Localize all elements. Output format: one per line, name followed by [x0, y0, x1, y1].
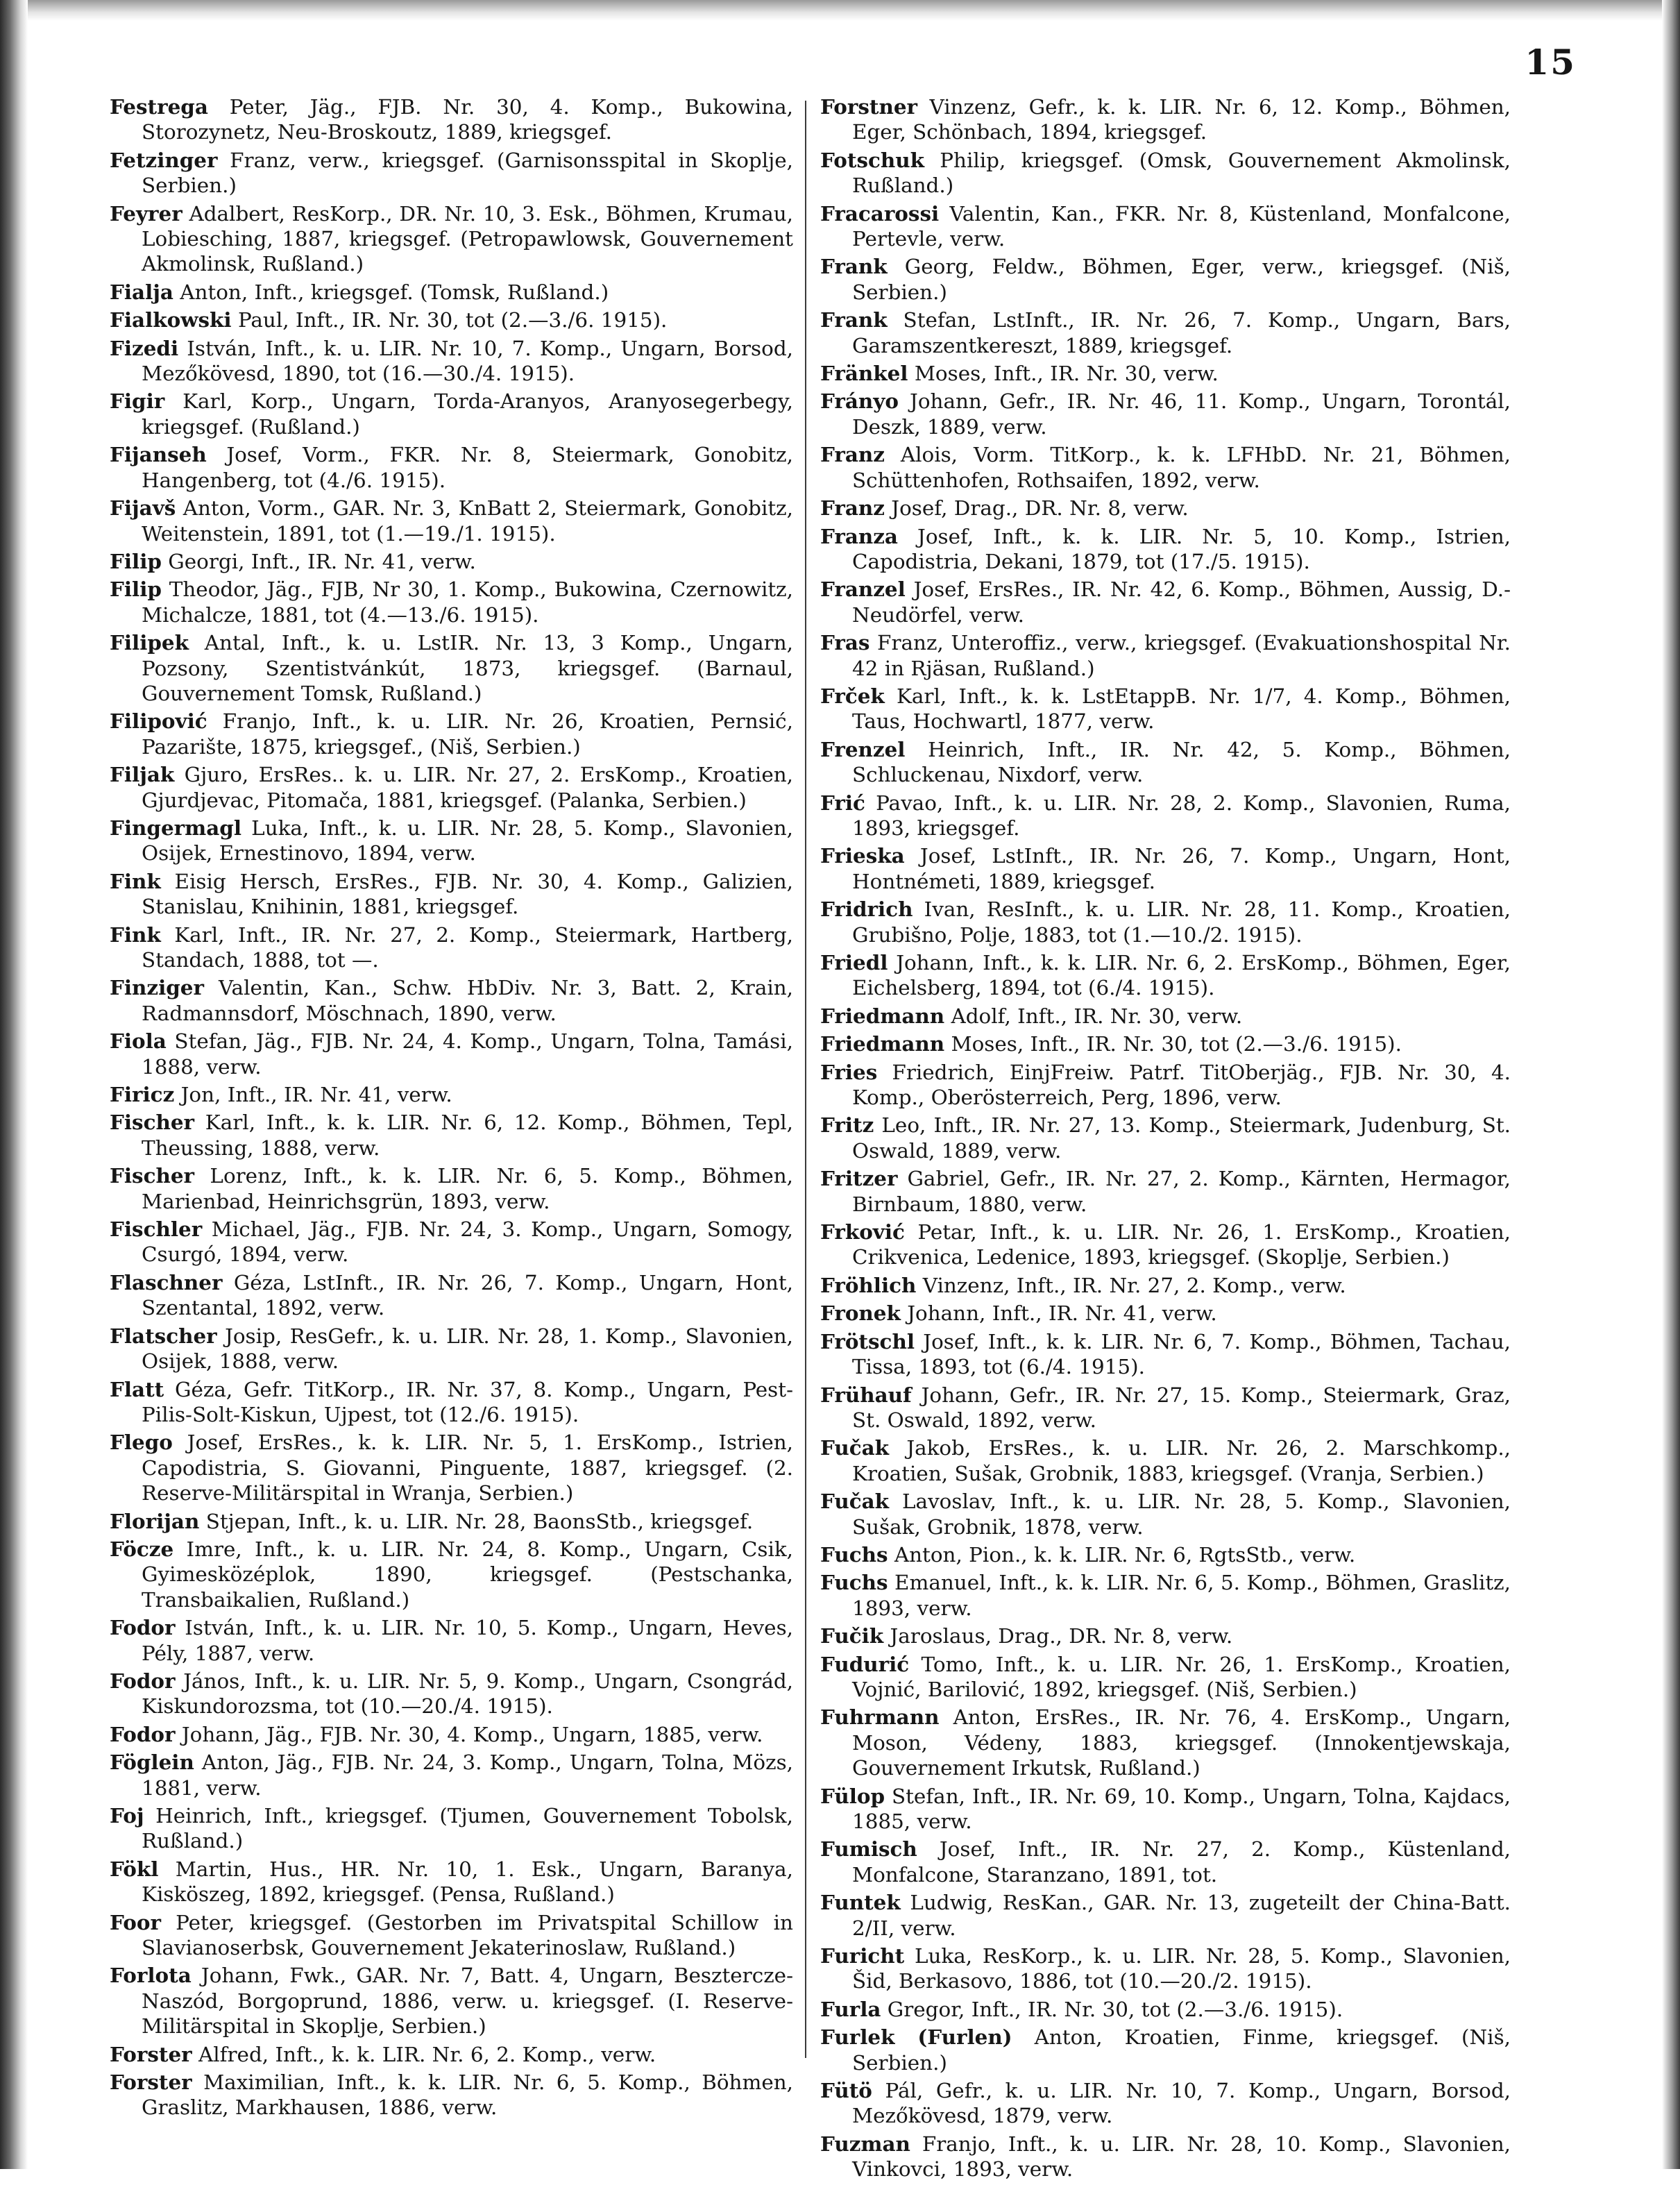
- entry-surname: Filjak: [110, 762, 175, 787]
- register-entry: [820, 1652, 1511, 1703]
- entry-surname: Frank: [820, 307, 888, 332]
- register-entry: [820, 1784, 1511, 1834]
- register-entry: [110, 1163, 793, 1214]
- entry-surname: Friedmann: [820, 1003, 945, 1028]
- register-entry: [110, 1082, 793, 1107]
- entry-details: Vinzenz, Inft., IR. Nr. 27, 2. Komp., verw.: [922, 1273, 1346, 1297]
- entry-surname: Flatt: [110, 1376, 164, 1401]
- entry-details: Heinrich, Inft., kriegsgef. (Tjumen, Gouvernement Tobolsk, Rußland.): [142, 1804, 793, 1853]
- register-entry: [110, 1110, 793, 1161]
- register-entry: [110, 816, 793, 866]
- register-entry: [820, 361, 1511, 386]
- entry-details: Franjo, Inft., k. u. LIR. Nr. 26, Kroatien, Pernsić, Pazarište, 1875, kriegsgef., (Niš, Serbien.): [142, 709, 793, 759]
- entry-surname: Fodor: [110, 1668, 176, 1693]
- entry-surname: Finziger: [110, 975, 204, 1000]
- entry-details: Philip, kriegsgef. (Omsk, Gouvernement Akmolinsk, Rußland.): [852, 148, 1511, 198]
- register-entry: [820, 389, 1511, 439]
- register-entry: [110, 1509, 793, 1534]
- entry-details: Stefan, Inft., IR. Nr. 69, 10. Komp., Ungarn, Tolna, Kajdacs, 1885, verw.: [852, 1784, 1511, 1833]
- entry-surname: Fülop: [820, 1783, 885, 1808]
- register-entry: [820, 791, 1511, 841]
- entry-details: Géza, Gefr. TitKorp., IR. Nr. 37, 8. Komp., Ungarn, Pest-Pilis-Solt-Kiskun, Ujpest, tot (12./6. 1915).: [142, 1377, 793, 1426]
- register-entry: [110, 549, 793, 574]
- entry-surname: Fingermagl: [110, 815, 241, 840]
- entry-details: Franjo, Inft., k. u. LIR. Nr. 28, 10. Komp., Slavonien, Vinkovci, 1893, verw.: [852, 2132, 1511, 2182]
- entry-details: Jakob, ErsRes., k. u. LIR. Nr. 26, 2. Marschkomp., Kroatien, Sušak, Grobnik, 1883, kriegsgef. (Vranja, Serbien.): [852, 1436, 1511, 1485]
- register-entry: [820, 577, 1511, 627]
- entry-details: Josef, LstInft., IR. Nr. 26, 7. Komp., Ungarn, Hont, Hontnémeti, 1889, kriegsgef.: [852, 844, 1511, 893]
- entry-surname: Forster: [110, 2070, 192, 2095]
- entry-surname: Fijanseh: [110, 442, 207, 467]
- entry-surname: Fränkel: [820, 361, 908, 386]
- register-entry: [820, 307, 1511, 358]
- entry-surname: Fischer: [110, 1110, 195, 1135]
- register-entry: [110, 922, 793, 973]
- register-entry: [820, 1113, 1511, 1163]
- register-entry: [820, 148, 1511, 199]
- register-entry: [110, 496, 793, 546]
- entry-details: Petar, Inft., k. u. LIR. Nr. 26, 1. ErsKomp., Kroatien, Crikvenica, Ledenice, 1893, kriegsgef. (Skoplje, Serbien.): [852, 1220, 1511, 1269]
- entry-surname: Franzel: [820, 577, 906, 602]
- entry-details: Johann, Fwk., GAR. Nr. 7, Batt. 4, Ungarn, Besztercze-Naszód, Borgoprund, 1886, verw. u. kriegsgef. (I. Reserve-Militärspital in Skoplje, Serbien.): [142, 1964, 794, 2039]
- entry-details: Lavoslav, Inft., k. u. LIR. Nr. 28, 5. Komp., Slavonien, Sušak, Grobnik, 1878, verw.: [852, 1490, 1511, 1539]
- entry-surname: Forlota: [110, 1963, 192, 1988]
- register-entry: [820, 1837, 1511, 1887]
- register-entry: [820, 254, 1511, 305]
- entry-details: Anton, Inft., kriegsgef. (Tomsk, Rußland.): [180, 280, 609, 304]
- entry-details: Gregor, Inft., IR. Nr. 30, tot (2.—3./6. 1915).: [887, 1997, 1343, 2021]
- entry-details: Alfred, Inft., k. k. LIR. Nr. 6, 2. Komp., verw.: [198, 2042, 656, 2066]
- entry-surname: Forster: [110, 2041, 192, 2066]
- register-entry: [820, 1329, 1511, 1380]
- entry-details: Imre, Inft., k. u. LIR. Nr. 24, 8. Komp., Ungarn, Csik, Gyimesközéplok, 1890, kriegsgef. (Pestschanka, Transbaikalien, Rußland.): [142, 1537, 794, 1612]
- entry-surname: Fiola: [110, 1029, 167, 1054]
- register-entry: [110, 336, 793, 387]
- register-entry: [110, 869, 793, 920]
- entry-details: Franz, verw., kriegsgef. (Garnisonsspital in Skoplje, Serbien.): [142, 148, 793, 198]
- entry-details: Michael, Jäg., FJB. Nr. 24, 3. Komp., Ungarn, Somogy, Csurgó, 1894, verw.: [142, 1217, 794, 1267]
- entry-details: Anton, Vorm., GAR. Nr. 3, KnBatt 2, Steiermark, Gonobitz, Weitenstein, 1891, tot (1.—19./1. 1915).: [142, 496, 794, 546]
- register-entry: [820, 950, 1511, 1001]
- register-entry: [110, 389, 793, 439]
- entry-surname: Fridrich: [820, 897, 913, 922]
- entry-details: Paul, Inft., IR. Nr. 30, tot (2.—3./6. 1915).: [237, 308, 668, 332]
- register-entry: [820, 1943, 1511, 1994]
- register-entry: [820, 1489, 1511, 1539]
- entry-details: Karl, Inft., k. k. LstEtappB. Nr. 1/7, 4. Komp., Böhmen, Taus, Hochwartl, 1877, verw.: [852, 684, 1511, 734]
- entry-surname: Fronek: [820, 1301, 901, 1326]
- register-entry: [110, 280, 793, 305]
- entry-surname: Föcze: [110, 1536, 174, 1561]
- register-entry: [110, 762, 793, 813]
- register-entry: [110, 1615, 793, 1666]
- entry-details: Peter, kriegsgef. (Gestorben im Privatspital Schillow in Slavianoserbsk, Gouvernement Jekaterinoslaw, Rußland.): [142, 1910, 793, 1960]
- entry-details: János, Inft., k. u. LIR. Nr. 5, 9. Komp., Ungarn, Csongrád, Kiskundorozsma, tot (10.—20./4. 1915).: [142, 1669, 794, 1719]
- entry-surname: Filip: [110, 548, 162, 573]
- entry-details: Gabriel, Gefr., IR. Nr. 27, 2. Komp., Kärnten, Hermagor, Birnbaum, 1880, verw.: [852, 1167, 1511, 1216]
- page-edge-left: [0, 0, 28, 2169]
- entry-details: Leo, Inft., IR. Nr. 27, 13. Komp., Steiermark, Judenburg, St. Oswald, 1889, verw.: [852, 1113, 1511, 1163]
- entry-details: Georgi, Inft., IR. Nr. 41, verw.: [168, 549, 476, 573]
- register-entry: [110, 1750, 793, 1800]
- register-entry: [110, 2042, 793, 2067]
- register-entry: [820, 524, 1511, 575]
- entry-surname: Florijan: [110, 1508, 200, 1533]
- register-entry: [110, 1217, 793, 1267]
- entry-surname: Fumisch: [820, 1837, 917, 1862]
- entry-surname: Fučak: [820, 1489, 890, 1514]
- entry-surname: Filipek: [110, 630, 189, 655]
- entry-surname: Frček: [820, 683, 885, 708]
- entry-surname: Friedl: [820, 950, 888, 975]
- entry-details: Johann, Gefr., IR. Nr. 27, 15. Komp., Steiermark, Graz, St. Oswald, 1892, verw.: [852, 1383, 1511, 1432]
- entry-details: Anton, ErsRes., IR. Nr. 76, 4. ErsKomp., Ungarn, Moson, Védeny, 1883, kriegsgef. (Innokentjewskaja, Gouvernement Irkutsk, Rußland.): [852, 1705, 1511, 1780]
- register-entry: [110, 201, 793, 277]
- entry-details: Karl, Inft., IR. Nr. 27, 2. Komp., Steiermark, Hartberg, Standach, 1888, tot —.: [142, 922, 793, 972]
- entry-details: Gjuro, ErsRes.. k. u. LIR. Nr. 27, 2. ErsKomp., Kroatien, Gjurdjevac, Pitomača, 1881, kriegsgef. (Palanka, Serbien.): [142, 763, 794, 812]
- register-entry: [820, 897, 1511, 947]
- entry-surname: Fodor: [110, 1615, 176, 1640]
- entry-details: Josef, Inft., k. k. LIR. Nr. 5, 10. Komp., Istrien, Capodistria, Dekani, 1879, tot (17./5. 1915).: [852, 524, 1511, 573]
- entry-details: Josef, Drag., DR. Nr. 8, verw.: [891, 496, 1189, 521]
- register-entry: [820, 843, 1511, 894]
- register-entry: [820, 1623, 1511, 1648]
- register-entry: [820, 737, 1511, 788]
- entry-surname: Fialja: [110, 279, 173, 304]
- register-entry: [820, 1220, 1511, 1270]
- entry-surname: Fries: [820, 1059, 878, 1084]
- entry-surname: Foor: [110, 1909, 161, 1934]
- page-edge-top: [0, 0, 1680, 21]
- register-entry: [110, 630, 793, 706]
- entry-surname: Figir: [110, 389, 165, 414]
- entry-details: Theodor, Jäg., FJB, Nr 30, 1. Komp., Bukowina, Czernowitz, Michalcze, 1881, tot (4.—13./6. 1915).: [142, 577, 794, 627]
- entry-surname: Fuchs: [820, 1542, 888, 1567]
- register-entry: [110, 1963, 793, 2039]
- register-entry: [820, 94, 1511, 145]
- entry-surname: Frühauf: [820, 1382, 912, 1407]
- entry-details: Vinzenz, Gefr., k. k. LIR. Nr. 6, 12. Komp., Böhmen, Eger, Schönbach, 1894, kriegsgef.: [852, 95, 1511, 144]
- entry-details: Anton, Kroatien, Finme, kriegsgef. (Niš, Serbien.): [852, 2025, 1511, 2075]
- entry-surname: Fracarossi: [820, 201, 940, 226]
- entry-details: Friedrich, EinjFreiw. Patrf. TitOberjäg., FJB. Nr. 30, 4. Komp., Oberösterreich, Perg, 1896, verw.: [852, 1060, 1511, 1110]
- entry-details: Moses, Inft., IR. Nr. 30, tot (2.—3./6. 1915).: [951, 1032, 1402, 1056]
- entry-details: Peter, Jäg., FJB. Nr. 30, 4. Komp., Bukowina, Storozynetz, Neu-Broskoutz, 1889, kriegsgef.: [142, 95, 793, 144]
- entry-details: István, Inft., k. u. LIR. Nr. 10, 7. Komp., Ungarn, Borsod, Mezőkövesd, 1890, tot (16.—30./4. 1915).: [142, 336, 793, 386]
- register-entry: [820, 1301, 1511, 1326]
- register-entry: [820, 1542, 1511, 1567]
- entry-surname: Fink: [110, 868, 161, 893]
- entry-surname: Fotschuk: [820, 147, 924, 172]
- entry-details: Anton, Pion., k. k. LIR. Nr. 6, RgtsStb., verw.: [894, 1542, 1356, 1567]
- entry-surname: Forstner: [820, 94, 918, 119]
- entry-surname: Fuchs: [820, 1570, 888, 1595]
- entry-surname: Fritz: [820, 1113, 874, 1138]
- entry-surname: Frenzel: [820, 736, 906, 761]
- register-entry: [820, 1060, 1511, 1111]
- register-entry: [110, 1430, 793, 1505]
- entry-details: Valentin, Kan., FKR. Nr. 8, Küstenland, Monfalcone, Pertevle, verw.: [852, 201, 1511, 251]
- entry-surname: Fröhlich: [820, 1272, 917, 1297]
- entry-details: Heinrich, Inft., IR. Nr. 42, 5. Komp., Böhmen, Schluckenau, Nixdorf, verw.: [852, 737, 1511, 787]
- register-entry: [820, 1890, 1511, 1941]
- entry-details: Anton, Jäg., FJB. Nr. 24, 3. Komp., Ungarn, Tolna, Mözs, 1881, verw.: [142, 1750, 794, 1800]
- register-entry: [110, 307, 793, 332]
- entry-details: Stjepan, Inft., k. u. LIR. Nr. 28, BaonsStb., kriegsgef.: [205, 1509, 754, 1533]
- entry-surname: Fütö: [820, 2078, 872, 2103]
- entry-surname: Fuhrmann: [820, 1705, 940, 1730]
- register-entry: [110, 94, 793, 145]
- entry-surname: Frányo: [820, 389, 899, 414]
- entry-details: Johann, Gefr., IR. Nr. 46, 11. Komp., Ungarn, Torontál, Deszk, 1889, verw.: [852, 389, 1511, 439]
- entry-surname: Fučak: [820, 1435, 890, 1460]
- entry-details: Josef, Inft., k. k. LIR. Nr. 6, 7. Komp., Böhmen, Tachau, Tissa, 1893, tot (6./4. 1915).: [852, 1329, 1511, 1379]
- entry-surname: Frieska: [820, 843, 905, 868]
- entry-details: Josef, Inft., IR. Nr. 27, 2. Komp., Küstenland, Monfalcone, Staranzano, 1891, tot.: [852, 1837, 1511, 1887]
- entry-details: István, Inft., k. u. LIR. Nr. 10, 5. Komp., Ungarn, Heves, Pély, 1887, verw.: [142, 1616, 793, 1665]
- register-entry: [110, 1270, 793, 1321]
- entry-details: Stefan, Jäg., FJB. Nr. 24, 4. Komp., Ungarn, Tolna, Tamási, 1888, verw.: [142, 1029, 794, 1079]
- entry-surname: Furla: [820, 1996, 881, 2021]
- entry-details: Josip, ResGefr., k. u. LIR. Nr. 28, 1. Komp., Slavonien, Osijek, 1888, verw.: [142, 1324, 794, 1374]
- register-entry: [820, 496, 1511, 521]
- register-entry: [110, 1377, 793, 1428]
- entry-surname: Filipović: [110, 709, 207, 734]
- entry-surname: Fizedi: [110, 335, 179, 360]
- register-entry: [820, 1435, 1511, 1486]
- entry-surname: Fetzinger: [110, 147, 218, 172]
- entry-details: Ivan, ResInft., k. u. LIR. Nr. 28, 11. Komp., Kroatien, Grubišno, Polje, 1883, tot (1.—10./2. 1915).: [852, 897, 1511, 947]
- page-edge-right: [1662, 0, 1680, 2169]
- entry-details: Stefan, LstInft., IR. Nr. 26, 7. Komp., Ungarn, Bars, Garamszentkereszt, 1889, kriegsgef.: [852, 308, 1511, 357]
- entry-details: Lorenz, Inft., k. k. LIR. Nr. 6, 5. Komp., Böhmen, Marienbad, Heinrichsgrün, 1893, verw.: [142, 1164, 794, 1213]
- register-entry: [110, 975, 793, 1026]
- entry-surname: Friedmann: [820, 1031, 945, 1056]
- entry-details: Jon, Inft., IR. Nr. 41, verw.: [180, 1083, 452, 1107]
- entry-details: Antal, Inft., k. u. LstIR. Nr. 13, 3 Komp., Ungarn, Pozsony, Szentistvánkút, 1873, kriegsgef. (Barnaul, Gouvernement Tomsk, Rußland.): [142, 631, 794, 705]
- entry-details: Luka, ResKorp., k. u. LIR. Nr. 28, 5. Komp., Slavonien, Šid, Berkasovo, 1886, tot (10.—20./2. 1915).: [852, 1944, 1511, 1993]
- entry-details: Georg, Feldw., Böhmen, Eger, verw., kriegsgef. (Niš, Serbien.): [852, 255, 1511, 304]
- entry-surname: Fodor: [110, 1721, 176, 1746]
- entry-surname: Funtek: [820, 1890, 901, 1915]
- entry-details: Maximilian, Inft., k. k. LIR. Nr. 6, 5. Komp., Böhmen, Graslitz, Markhausen, 1886, verw.: [142, 2070, 793, 2120]
- entry-surname: Filip: [110, 577, 162, 602]
- register-entry: [820, 1166, 1511, 1217]
- left-column: [110, 94, 793, 2123]
- entry-surname: Furicht: [820, 1943, 905, 1968]
- entry-details: Pavao, Inft., k. u. LIR. Nr. 28, 2. Komp., Slavonien, Ruma, 1893, kriegsgef.: [852, 791, 1511, 840]
- register-entry: [110, 1722, 793, 1747]
- entry-details: Moses, Inft., IR. Nr. 30, verw.: [914, 362, 1219, 386]
- entry-surname: Fökl: [110, 1856, 159, 1881]
- entry-surname: Frötschl: [820, 1328, 915, 1353]
- register-entry: [110, 442, 793, 493]
- entry-details: Eisig Hersch, ErsRes., FJB. Nr. 30, 4. Komp., Galizien, Stanislau, Knihinin, 1881, kriegsgef.: [142, 869, 794, 919]
- register-entry: [820, 1383, 1511, 1433]
- register-entry: [820, 1570, 1511, 1621]
- entry-details: Josef, ErsRes., k. k. LIR. Nr. 5, 1. ErsKomp., Istrien, Capodistria, S. Giovanni, Pinguente, 1887, kriegsgef. (2. Reserve-Militärspital in Wranja, Serbien.): [142, 1431, 793, 1505]
- entry-surname: Firicz: [110, 1082, 175, 1107]
- entry-surname: Flaschner: [110, 1269, 223, 1294]
- entry-details: Josef, ErsRes., IR. Nr. 42, 6. Komp., Böhmen, Aussig, D.-Neudörfel, verw.: [852, 577, 1511, 627]
- entry-details: Géza, LstInft., IR. Nr. 26, 7. Komp., Ungarn, Hont, Szentantal, 1892, verw.: [142, 1270, 794, 1320]
- entry-surname: Föglein: [110, 1750, 194, 1775]
- entry-details: Pál, Gefr., k. u. LIR. Nr. 10, 7. Komp., Ungarn, Borsod, Mezőkövesd, 1879, verw.: [852, 2079, 1511, 2128]
- register-entry: [820, 2132, 1511, 2182]
- register-entry: [820, 1031, 1511, 1056]
- entry-details: Johann, Jäg., FJB. Nr. 30, 4. Komp., Ungarn, 1885, verw.: [181, 1722, 763, 1746]
- entry-surname: Frić: [820, 790, 865, 815]
- column-divider: [805, 101, 806, 2058]
- entry-details: Johann, Inft., k. k. LIR. Nr. 6, 2. ErsKomp., Böhmen, Eger, Eichelsberg, 1894, tot (6./4. 1915).: [852, 951, 1511, 1000]
- entry-surname: Frank: [820, 254, 888, 279]
- entry-surname: Foj: [110, 1803, 144, 1828]
- entry-surname: Feyrer: [110, 201, 183, 226]
- register-entry: [110, 1669, 793, 1719]
- entry-details: Adolf, Inft., IR. Nr. 30, verw.: [951, 1004, 1243, 1028]
- entry-surname: Flatscher: [110, 1323, 217, 1348]
- entry-surname: Fischler: [110, 1217, 203, 1242]
- right-column: [820, 94, 1511, 2185]
- entry-details: Martin, Hus., HR. Nr. 10, 1. Esk., Ungarn, Baranya, Kisköszeg, 1892, kriegsgef. (Pensa, Rußland.): [142, 1857, 793, 1907]
- entry-details: Emanuel, Inft., k. k. LIR. Nr. 6, 5. Komp., Böhmen, Graslitz, 1893, verw.: [852, 1571, 1511, 1620]
- entry-surname: Fijavš: [110, 496, 176, 521]
- register-entry: [820, 1273, 1511, 1298]
- entry-details: Karl, Korp., Ungarn, Torda-Aranyos, Aranyosegerbegy, kriegsgef. (Rußland.): [142, 389, 793, 439]
- register-entry: [820, 1004, 1511, 1029]
- entry-surname: Frković: [820, 1220, 905, 1245]
- entry-surname: Franz: [820, 442, 885, 467]
- register-entry: [110, 1803, 793, 1854]
- register-entry: [110, 2070, 793, 2120]
- register-entry: [820, 201, 1511, 252]
- entry-surname: Fink: [110, 922, 161, 947]
- register-entry: [110, 1029, 793, 1079]
- entry-surname: Fučik: [820, 1623, 884, 1648]
- entry-details: Franz, Unteroffiz., verw., kriegsgef. (Evakuationshospital Nr. 42 in Rjäsan, Rußland.): [852, 631, 1511, 680]
- register-entry: [820, 1997, 1511, 2022]
- entry-details: Alois, Vorm. TitKorp., k. k. LFHbD. Nr. 21, Böhmen, Schüttenhofen, Rothsaifen, 1892, verw.: [852, 443, 1511, 492]
- entry-surname: Festrega: [110, 94, 208, 119]
- entry-details: Johann, Inft., IR. Nr. 41, verw.: [907, 1301, 1217, 1326]
- register-entry: [820, 630, 1511, 681]
- entry-surname: Fudurić: [820, 1651, 910, 1676]
- entry-details: Adalbert, ResKorp., DR. Nr. 10, 3. Esk., Böhmen, Krumau, Lobiesching, 1887, kriegsgef. (Petropawlowsk, Gouvernement Akmolinsk, Rußland.): [142, 201, 793, 276]
- register-entry: [820, 2025, 1511, 2075]
- entry-details: Valentin, Kan., Schw. HbDiv. Nr. 3, Batt. 2, Krain, Radmannsdorf, Möschnach, 1890, verw.: [142, 976, 794, 1025]
- entry-details: Josef, Vorm., FKR. Nr. 8, Steiermark, Gonobitz, Hangenberg, tot (4./6. 1915).: [142, 443, 794, 492]
- register-entry: [110, 148, 793, 199]
- entry-details: Ludwig, ResKan., GAR. Nr. 13, zugeteilt der China-Batt. 2/II, verw.: [852, 1891, 1511, 1940]
- register-entry: [110, 1857, 793, 1907]
- register-entry: [110, 1324, 793, 1374]
- page-number: 15: [1525, 42, 1576, 83]
- entry-details: Jaroslaus, Drag., DR. Nr. 8, verw.: [890, 1624, 1233, 1648]
- register-entry: [110, 1537, 793, 1612]
- register-entry: [110, 709, 793, 759]
- entry-surname: Franza: [820, 523, 898, 548]
- entry-details: Karl, Inft., k. k. LIR. Nr. 6, 12. Komp., Böhmen, Tepl, Theussing, 1888, verw.: [142, 1111, 794, 1160]
- register-entry: [110, 1910, 793, 1961]
- entry-surname: Fialkowski: [110, 307, 232, 332]
- entry-surname: Fischer: [110, 1163, 195, 1188]
- register-entry: [820, 684, 1511, 734]
- register-entry: [820, 1705, 1511, 1780]
- register-entry: [110, 577, 793, 627]
- register-entry: [820, 442, 1511, 493]
- entry-details: Tomo, Inft., k. u. LIR. Nr. 26, 1. ErsKomp., Kroatien, Vojnić, Barilović, 1892, kriegsgef. (Niš, Serbien.): [852, 1652, 1511, 1701]
- entry-surname: Fritzer: [820, 1166, 898, 1191]
- entry-surname: Franz: [820, 496, 885, 521]
- entry-details: Luka, Inft., k. u. LIR. Nr. 28, 5. Komp., Slavonien, Osijek, Ernestinovo, 1894, verw.: [142, 816, 793, 866]
- register-entry: [820, 2078, 1511, 2129]
- entry-surname: Fuzman: [820, 2131, 910, 2156]
- entry-surname: Furlek (Furlen): [820, 2025, 1012, 2050]
- entry-surname: Flego: [110, 1430, 173, 1455]
- entry-surname: Fras: [820, 630, 870, 655]
